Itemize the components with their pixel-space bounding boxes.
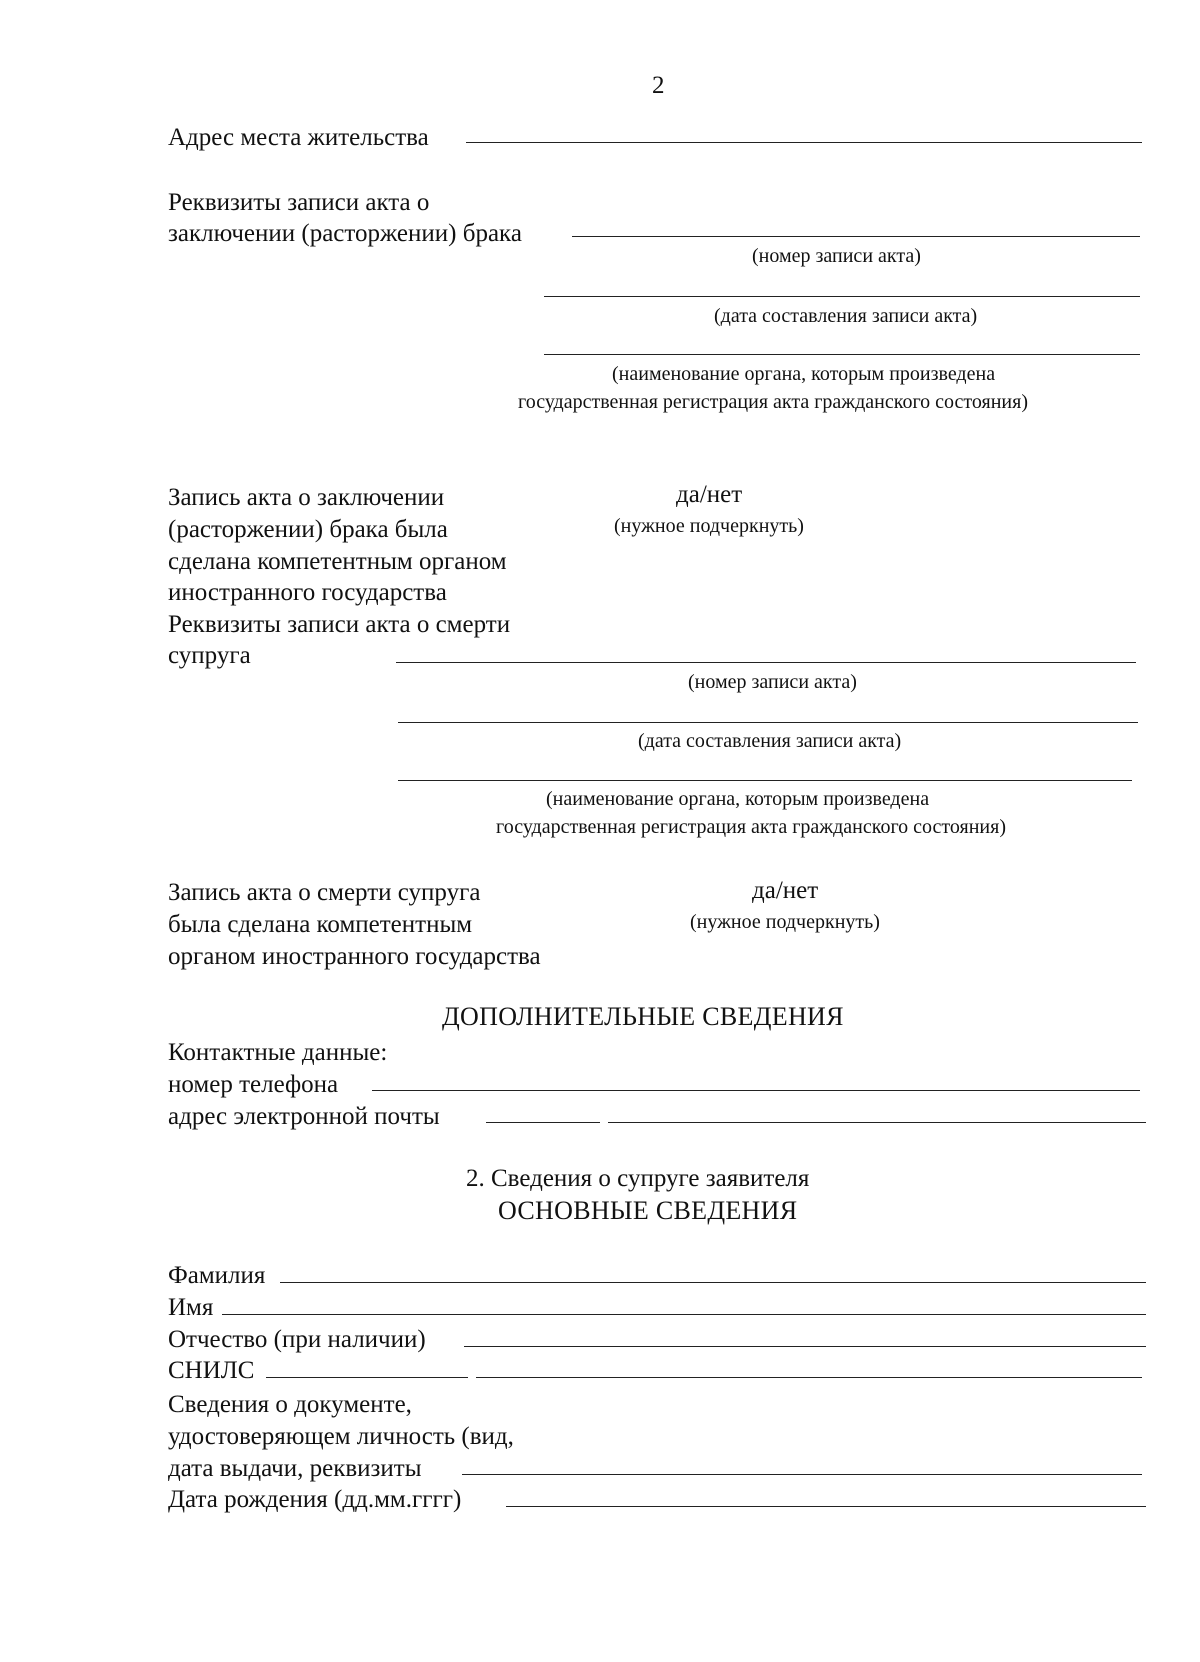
surname-field[interactable] <box>280 1282 1146 1283</box>
death-record-label-2: супруга <box>168 642 251 669</box>
snils-field-part-2[interactable] <box>476 1377 1142 1378</box>
marriage-record-authority-field[interactable] <box>544 354 1140 355</box>
death-record-date-hint: (дата составления записи акта) <box>638 730 902 752</box>
death-foreign-hint: (нужное подчеркнуть) <box>690 911 880 933</box>
marriage-record-date-hint: (дата составления записи акта) <box>714 305 978 327</box>
spouse-heading: ОСНОВНЫЕ СВЕДЕНИЯ <box>498 1196 798 1225</box>
marriage-record-label-2: заключении (расторжении) брака <box>168 220 522 247</box>
marriage-record-authority-hint-1: (наименование органа, которым произведена <box>612 363 996 385</box>
marriage-foreign-label-2: (расторжении) брака была <box>168 516 448 543</box>
email-field-part-1[interactable] <box>486 1122 600 1123</box>
death-foreign-label-3: органом иностранного государства <box>168 943 541 970</box>
snils-field-part-1[interactable] <box>266 1377 468 1378</box>
marriage-foreign-hint: (нужное подчеркнуть) <box>614 515 804 537</box>
name-label: Имя <box>168 1294 214 1321</box>
email-field-part-2[interactable] <box>608 1122 1146 1123</box>
additional-heading: ДОПОЛНИТЕЛЬНЫЕ СВЕДЕНИЯ <box>442 1002 844 1031</box>
marriage-foreign-label-1: Запись акта о заключении <box>168 484 445 511</box>
death-record-authority-hint-1: (наименование органа, которым произведена <box>546 788 930 810</box>
birth-date-label: Дата рождения (дд.мм.гггг) <box>168 1486 462 1513</box>
marriage-record-number-hint: (номер записи акта) <box>752 245 921 267</box>
marriage-foreign-label-4: иностранного государства <box>168 579 447 606</box>
marriage-record-date-field[interactable] <box>544 296 1140 297</box>
marriage-foreign-choice[interactable]: да/нет <box>676 481 743 508</box>
phone-field[interactable] <box>372 1090 1140 1091</box>
surname-label: Фамилия <box>168 1262 266 1289</box>
marriage-record-authority-hint-2: государственная регистрация акта гражданского состояния) <box>518 391 1028 413</box>
marriage-record-number-field[interactable] <box>572 236 1140 237</box>
death-foreign-label-1: Запись акта о смерти супруга <box>168 879 481 906</box>
death-record-number-field[interactable] <box>396 662 1136 663</box>
page-number: 2 <box>652 72 665 99</box>
patronymic-label: Отчество (при наличии) <box>168 1326 426 1353</box>
marriage-record-label-1: Реквизиты записи акта о <box>168 189 430 216</box>
id-doc-field[interactable] <box>462 1474 1142 1475</box>
death-record-date-field[interactable] <box>398 722 1138 723</box>
death-record-authority-hint-2: государственная регистрация акта гражданского состояния) <box>496 816 1006 838</box>
death-foreign-label-2: была сделана компетентным <box>168 911 473 938</box>
id-doc-label-3: дата выдачи, реквизиты <box>168 1455 422 1482</box>
id-doc-label-1: Сведения о документе, <box>168 1391 412 1418</box>
death-record-label-1: Реквизиты записи акта о смерти <box>168 611 511 638</box>
id-doc-label-2: удостоверяющем личность (вид, <box>168 1423 514 1450</box>
marriage-foreign-label-3: сделана компетентным органом <box>168 548 507 575</box>
name-field[interactable] <box>222 1314 1146 1315</box>
spouse-section-title: 2. Сведения о супруге заявителя <box>466 1165 810 1192</box>
patronymic-field[interactable] <box>464 1346 1146 1347</box>
death-foreign-choice[interactable]: да/нет <box>752 877 819 904</box>
email-label: адрес электронной почты <box>168 1103 440 1130</box>
snils-label: СНИЛС <box>168 1357 255 1384</box>
phone-label: номер телефона <box>168 1071 339 1098</box>
death-record-number-hint: (номер записи акта) <box>688 671 857 693</box>
residence-field[interactable] <box>466 142 1142 143</box>
death-record-authority-field[interactable] <box>398 780 1132 781</box>
residence-label: Адрес места жительства <box>168 124 429 151</box>
birth-date-field[interactable] <box>506 1506 1146 1507</box>
contacts-label: Контактные данные: <box>168 1039 388 1066</box>
